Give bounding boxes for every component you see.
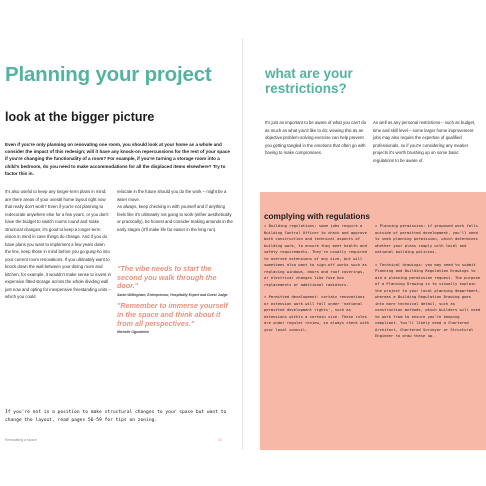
bullet-icon: »	[264, 223, 267, 228]
regulations-column-left	[264, 223, 370, 339]
intro-paragraph: Even if you're only planning on renovating one room, you should look at your home as a whole and consider the impact of this redesign; will it have any knock-on repercussions for the rest of your space if you're changing the functionality of a room? For example, if you're turning a storage room into a child's bedroom, do you need to make accommodations for all the displaced items elsewhere? Try to factor this in.	[5, 142, 230, 176]
quote-attribution: Sarah Willingham, Entrepreneur, Hospitality Expert and Guest Judge	[117, 292, 228, 297]
regulation-text: Permitted development: certain renovations or extension work will fall under 'national permitted development rights', such as extensions within a certain size. These rules are under regular review, so always check with your local council.	[264, 294, 370, 332]
section-subtitle: look at the bigger picture	[5, 110, 155, 124]
body-column-1: It's also useful to keep any longer-term plans in mind; are there areas of your overall home layout right now that really don't work? Even if you're not planning to redecorate anywhere else for a few years, or you don't have the budget to switch rooms round and make structural changes, it's good to keep a longer-term vision in mind in case things do change. And if you do have plans you want to implement a few years down the line, keep those in mind before you go gung-ho into your current room renovations. If you ultimately want to knock down the wall between your dining room and kitchen, for example, it wouldn't make sense to invest in expensive fitted storage across the whole dividing wall just now and opting for inexpensive freestanding units – which you could	[5, 189, 111, 299]
book-spine	[242, 38, 243, 450]
running-footer: Renovating a space	[5, 438, 37, 442]
pull-quotes	[117, 265, 235, 340]
section-title-restrictions: what are your restrictions?	[265, 66, 353, 96]
page-title: Planning your project	[5, 63, 212, 86]
regulations-title: complying with regulations	[264, 212, 370, 221]
regulation-text: Planning permission: if proposed work falls outside of permitted development, you'll need to seek planning permission, which determines whether your plans comply with local and national building policies.	[375, 223, 478, 254]
regulation-text: Technical drawings: you may need to submit Planning and Building Regulation Drawings to aid a planning permission request. The purpose of a Planning Drawing is to visually explain the project to your local planning department, whereas a Building Regulation Drawing goes into more technical detail, such as construction methods, which builders will need to work from to ensure you're keeping compliant. You'll likely need a Chartered Architect, Chartered Surveyor or Structural Engineer to draw these up.	[375, 261, 481, 338]
regulation-text: Building regulations: some jobs require a Building Control Officer to check and approve both construction and technical aspects of building work, to ensure they meet health and safety requirements. They're usually required to oversee extensions of any size, but will sometimes also want to sign-off works such as replacing windows, doors and roof coverings, or electrical changes like fuse box replacements or additional radiators.	[264, 223, 367, 287]
quote-attribution: Michelle Ogundehin	[117, 330, 150, 335]
footer-tip: If you're not in a position to make structural changes to your space but want to change the layout, read pages 56-59 for tips on zoning.	[5, 410, 227, 423]
restrictions-column-2: As well as any personal restrictions – such as budget, time and skill level – some larger home improvement jobs may also require the expertise of qualified professionals, so if you're considering any meatier projects it's worth brushing up on some basic regulations to be aware of.	[373, 120, 476, 163]
pull-quote: "Remember to immerse yourself in the space and think about it from all perspectives."	[117, 301, 228, 328]
regulation-item	[264, 223, 370, 288]
regulation-item	[375, 262, 481, 340]
regulation-item	[264, 294, 370, 333]
pull-quote: "The vibe needs to start the second you walk through the door."	[117, 264, 217, 291]
restrictions-column-1: It's just as important to be aware of what you can't do as much as what you'd like to do; viewing this as an objective problem-solving exercise can help prevent you getting tangled in the emotions that often go with having to make compromises.	[265, 120, 366, 156]
body-column-2: relocate in the future should you do the work – might be a wiser move. As always, keep checking in with yourself and if anything feels like it's ultimately not going to work (either aesthetically or practically), be honest and consider making amends in the early stages (it'll make life far easier in the long run).	[117, 189, 233, 232]
regulation-item	[375, 223, 481, 256]
bullet-icon: »	[375, 261, 378, 267]
regulations-column-right	[375, 223, 481, 346]
page-number: 20	[218, 438, 222, 442]
bullet-icon: »	[375, 223, 378, 228]
bullet-icon: »	[264, 294, 267, 299]
